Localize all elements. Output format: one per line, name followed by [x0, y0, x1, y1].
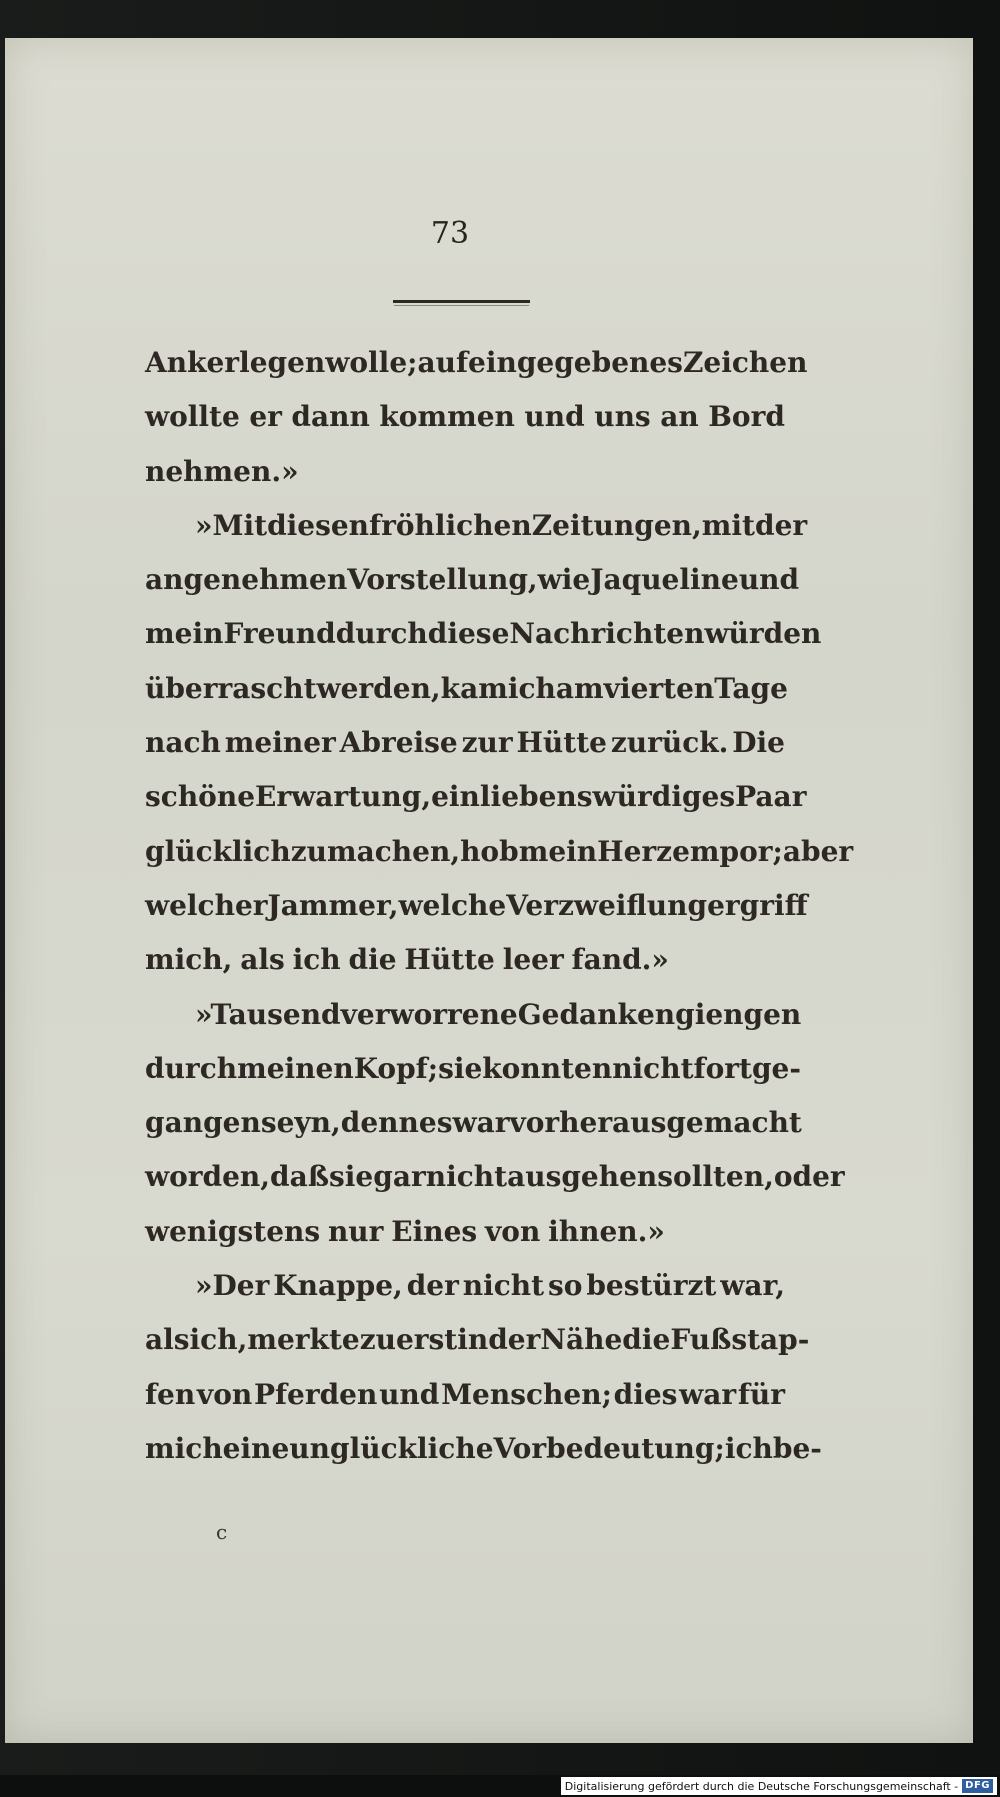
word: fand.»: [571, 943, 669, 977]
text-line: [145, 1313, 810, 1367]
word: und: [379, 1377, 440, 1411]
word: Pferden: [253, 1377, 378, 1411]
text-line: [145, 1368, 785, 1422]
word: be-: [772, 1431, 822, 1465]
word: welcher: [145, 888, 268, 922]
word: »Der: [195, 1269, 270, 1303]
word: wenigstens: [145, 1214, 321, 1248]
word: ich: [507, 671, 556, 705]
word: würden: [704, 617, 822, 651]
word: Bord: [708, 400, 785, 434]
word: gegebenes: [516, 346, 683, 379]
word: mich: [145, 1431, 223, 1465]
word: mit: [701, 508, 755, 542]
word: auf: [417, 346, 469, 379]
word: leer: [502, 943, 564, 977]
word: zur: [461, 726, 513, 760]
word: ergriff: [707, 888, 808, 922]
word: nicht: [612, 1051, 694, 1085]
word: daß: [270, 1160, 330, 1194]
word: von: [196, 1377, 253, 1411]
word: Paar: [735, 780, 807, 814]
word: für: [737, 1377, 785, 1411]
word: zuerst: [359, 1323, 458, 1357]
text-line: [145, 825, 854, 879]
word: überrascht: [145, 671, 317, 705]
word: Zeichen: [682, 346, 808, 379]
word: sie: [329, 1160, 374, 1194]
word: liebenswürdiges: [479, 780, 736, 814]
word: nur: [327, 1214, 384, 1248]
word: Zeitungen,: [531, 508, 702, 542]
word: ich: [292, 943, 341, 977]
text-line: [145, 445, 785, 499]
text-line: [145, 1205, 785, 1259]
word: so: [547, 1269, 583, 1303]
word: oder: [773, 1160, 845, 1194]
text-line: [145, 988, 802, 1042]
word: ich: [724, 1431, 773, 1465]
word: Abreise: [339, 726, 458, 760]
word: Fußstap-: [670, 1323, 810, 1357]
word: diesen: [267, 508, 370, 542]
page-number-rule: [393, 300, 530, 303]
word: werden,: [316, 671, 441, 705]
word: bestürzt: [586, 1269, 717, 1303]
word: merkte: [247, 1323, 360, 1357]
text-line: [145, 1259, 785, 1313]
stray-mark: c: [216, 1520, 228, 1544]
word: Hütte: [404, 943, 495, 977]
word: glücklich: [145, 834, 291, 868]
word: »Mit: [195, 508, 268, 542]
word: Menschen;: [441, 1377, 612, 1411]
word: nehmen.»: [145, 454, 299, 488]
word: nicht: [462, 1269, 545, 1303]
word: gangen: [145, 1106, 261, 1140]
word: Knappe,: [273, 1269, 403, 1303]
word: Tage: [714, 671, 788, 705]
text-line: [145, 662, 788, 716]
word: war: [452, 1106, 510, 1140]
word: der: [406, 1269, 459, 1303]
word: fortge-: [693, 1051, 801, 1085]
word: war,: [720, 1269, 785, 1303]
word: fen: [145, 1377, 196, 1411]
word: ausgehen: [507, 1160, 658, 1194]
page-number: 73: [430, 216, 470, 251]
word: Nähe: [540, 1323, 623, 1357]
word: Jaqueline: [590, 563, 739, 597]
word: Jammer,: [267, 888, 399, 922]
word: die: [622, 1323, 671, 1357]
word: durch: [145, 1051, 238, 1085]
word: und: [524, 400, 585, 434]
text-line: [145, 933, 785, 987]
word: worden,: [145, 1160, 271, 1194]
word: »Tausend: [195, 997, 341, 1031]
credit-text: Digitalisierung gefördert durch die Deutsche Forschungsgemeinschaft -: [564, 1779, 959, 1793]
word: Hütte: [516, 726, 607, 760]
word: meinen: [237, 1051, 354, 1085]
word: war: [679, 1377, 737, 1411]
word: ein: [468, 346, 517, 379]
text-line: [145, 607, 822, 661]
text-line: [145, 716, 785, 770]
word: meiner: [224, 726, 336, 760]
word: unglückliche: [289, 1431, 494, 1465]
word: uns: [594, 400, 651, 434]
book-page: [5, 38, 973, 1743]
word: der: [754, 508, 808, 542]
word: durch: [335, 617, 428, 651]
word: ausgemacht: [612, 1106, 802, 1140]
word: der: [488, 1323, 541, 1357]
word: am: [555, 671, 604, 705]
word: Erwartung,: [255, 780, 432, 814]
word: zurück.: [610, 726, 729, 760]
word: Herz: [597, 834, 673, 868]
word: sie: [438, 1051, 483, 1085]
word: konnten: [482, 1051, 613, 1085]
word: Nachrichten: [509, 617, 705, 651]
word: denn: [340, 1106, 419, 1140]
word: und: [738, 563, 800, 597]
word: kam: [440, 671, 508, 705]
word: als: [145, 1323, 190, 1357]
word: wie: [537, 563, 591, 597]
word: Vorstellung,: [347, 563, 538, 597]
text-line: [145, 1042, 801, 1096]
word: Gedanken: [517, 997, 676, 1031]
word: Die: [732, 726, 785, 760]
word: ich,: [189, 1323, 248, 1357]
word: eine: [222, 1431, 290, 1465]
word: dann: [291, 400, 370, 434]
text-line: [145, 879, 808, 933]
word: verworrene: [340, 997, 518, 1031]
word: fröhlichen: [369, 508, 532, 542]
word: dies: [613, 1377, 678, 1411]
word: kommen: [379, 400, 515, 434]
page-text: [145, 336, 854, 1476]
word: legen: [239, 346, 326, 379]
word: machen,: [326, 834, 461, 868]
text-line: [145, 336, 808, 390]
word: wollte: [145, 400, 240, 434]
word: Anker: [145, 346, 240, 379]
text-line: [145, 553, 800, 607]
text-line: [145, 770, 807, 824]
word: nicht: [425, 1160, 508, 1194]
word: vierten: [603, 671, 715, 705]
word: angenehmen: [145, 563, 348, 597]
word: zu: [290, 834, 327, 868]
text-line: [145, 1150, 845, 1204]
word: vorher: [509, 1106, 613, 1140]
word: er: [249, 400, 282, 434]
text-line: [145, 499, 808, 553]
dfg-logo: DFG: [962, 1779, 993, 1793]
word: seyn,: [260, 1106, 341, 1140]
word: Verzweiflung: [506, 888, 708, 922]
word: mein: [145, 617, 224, 651]
word: wolle;: [325, 346, 418, 379]
text-line: [145, 390, 785, 444]
word: an: [660, 400, 699, 434]
word: Eines: [391, 1214, 478, 1248]
word: mich,: [145, 943, 233, 977]
text-line: [145, 1096, 802, 1150]
word: gar: [373, 1160, 426, 1194]
word: aber: [782, 834, 854, 868]
word: hob: [460, 834, 519, 868]
word: Freund: [223, 617, 336, 651]
word: Kopf;: [353, 1051, 439, 1085]
word: welche: [398, 888, 507, 922]
word: ein: [431, 780, 480, 814]
word: empor;: [672, 834, 783, 868]
word: mein: [518, 834, 598, 868]
word: Vorbedeutung;: [493, 1431, 725, 1465]
word: nach: [145, 726, 221, 760]
digitization-credit: [561, 1777, 997, 1795]
word: als: [240, 943, 285, 977]
word: sollten,: [657, 1160, 774, 1194]
word: von: [485, 1214, 541, 1248]
word: die: [348, 943, 397, 977]
word: diese: [427, 617, 510, 651]
word: giengen: [675, 997, 802, 1031]
word: in: [457, 1323, 489, 1357]
text-line: [145, 1422, 822, 1476]
word: ihnen.»: [548, 1214, 665, 1248]
word: es: [418, 1106, 453, 1140]
word: schöne: [145, 780, 256, 814]
